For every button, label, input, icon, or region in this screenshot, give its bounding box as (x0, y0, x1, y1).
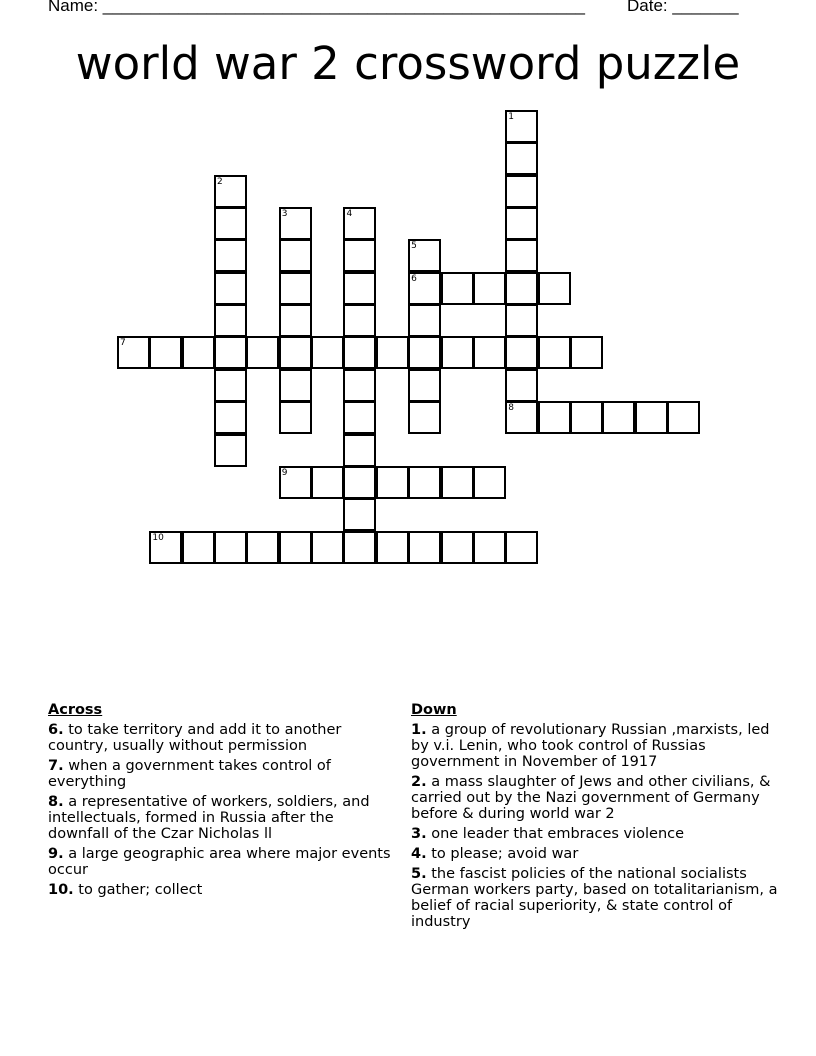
grid-cell[interactable] (441, 272, 474, 305)
across-clue (48, 846, 393, 878)
grid-cell[interactable] (279, 531, 312, 564)
clue-text: one leader that embraces violence (426, 826, 685, 842)
clue-text: a group of revolutionary Russian ,marxists, led by v.i. Lenin, who took control of Russias government in November of 1917 (411, 722, 770, 770)
grid-cell[interactable] (343, 401, 376, 434)
grid-cell[interactable] (408, 531, 441, 564)
grid-cell[interactable] (538, 336, 571, 369)
across-clue-list (48, 722, 393, 898)
grid-cell[interactable] (602, 401, 635, 434)
clue-number: 6. (48, 722, 64, 738)
clue-text: when a government takes control of everything (48, 758, 331, 790)
grid-cell[interactable] (149, 336, 182, 369)
grid-cell[interactable] (214, 304, 247, 337)
down-clue (411, 722, 781, 770)
clue-text: to please; avoid war (426, 846, 579, 862)
grid-cell[interactable] (473, 466, 506, 499)
grid-cell[interactable] (441, 466, 474, 499)
down-clue (411, 866, 781, 930)
grid-cell[interactable] (473, 272, 506, 305)
down-clue (411, 846, 781, 862)
grid-cell[interactable] (117, 336, 150, 369)
grid-cell[interactable] (505, 304, 538, 337)
clue-number: 3 (281, 209, 288, 220)
clue-number: 2. (411, 774, 427, 790)
grid-cell[interactable] (279, 207, 312, 240)
grid-cell[interactable] (279, 272, 312, 305)
grid-cell[interactable] (376, 531, 409, 564)
clue-number: 3. (411, 826, 427, 842)
grid-cell[interactable] (311, 336, 344, 369)
down-clue (411, 826, 781, 842)
grid-cell[interactable] (505, 272, 538, 305)
grid-cell[interactable] (505, 369, 538, 402)
grid-cell[interactable] (279, 336, 312, 369)
grid-cell[interactable] (214, 272, 247, 305)
clue-number: 8. (48, 794, 64, 810)
grid-cell[interactable] (538, 401, 571, 434)
grid-cell[interactable] (214, 336, 247, 369)
clue-number: 9. (48, 846, 64, 862)
grid-cell[interactable] (279, 304, 312, 337)
clue-number: 7. (48, 758, 64, 774)
grid-cell[interactable] (635, 401, 668, 434)
grid-cell[interactable] (343, 207, 376, 240)
grid-cell[interactable] (408, 272, 441, 305)
across-clue (48, 722, 393, 754)
grid-cell[interactable] (505, 401, 538, 434)
grid-cell[interactable] (408, 336, 441, 369)
grid-cell[interactable] (505, 239, 538, 272)
page-title: world war 2 crossword puzzle (75, 37, 741, 90)
grid-cell[interactable] (505, 207, 538, 240)
grid-cell[interactable] (408, 466, 441, 499)
down-clue (411, 774, 781, 822)
grid-cell[interactable] (246, 531, 279, 564)
grid-cell[interactable] (505, 336, 538, 369)
grid-cell[interactable] (505, 531, 538, 564)
clue-number: 9 (281, 467, 288, 478)
clue-number: 10 (152, 532, 164, 543)
grid-cell[interactable] (246, 336, 279, 369)
grid-cell[interactable] (343, 466, 376, 499)
grid-cell[interactable] (214, 531, 247, 564)
grid-cell[interactable] (214, 207, 247, 240)
grid-cell[interactable] (538, 272, 571, 305)
clue-text: a representative of workers, soldiers, and intellectuals, formed in Russia after the downfall of the Czar Nicholas ll (48, 794, 370, 842)
grid-cell[interactable] (279, 239, 312, 272)
grid-cell[interactable] (505, 175, 538, 208)
grid-cell[interactable] (408, 401, 441, 434)
grid-cell[interactable] (441, 336, 474, 369)
grid-cell[interactable] (408, 304, 441, 337)
clue-number: 8 (508, 403, 514, 414)
across-clue (48, 758, 393, 790)
grid-cell[interactable] (473, 336, 506, 369)
clue-number: 7 (120, 338, 126, 349)
grid-cell[interactable] (505, 110, 538, 143)
clue-number: 6 (411, 273, 417, 284)
clue-text: to gather; collect (73, 882, 203, 898)
grid-cell[interactable] (667, 401, 700, 434)
grid-cell[interactable] (343, 239, 376, 272)
grid-cell[interactable] (408, 369, 441, 402)
across-heading: Across (48, 702, 103, 718)
clue-text: a large geographic area where major events occur (48, 846, 391, 878)
grid-cell[interactable] (343, 272, 376, 305)
grid-cell[interactable] (214, 369, 247, 402)
grid-cell[interactable] (343, 434, 376, 467)
clue-number: 2 (217, 176, 223, 187)
grid-cell[interactable] (279, 401, 312, 434)
grid-cell[interactable] (214, 239, 247, 272)
grid-cell[interactable] (343, 336, 376, 369)
grid-cell[interactable] (408, 239, 441, 272)
grid-cell[interactable] (279, 369, 312, 402)
grid-cell[interactable] (376, 466, 409, 499)
clue-number: 1. (411, 722, 427, 738)
clue-number: 10. (48, 882, 74, 898)
clue-number: 4. (411, 846, 427, 862)
grid-cell[interactable] (182, 531, 215, 564)
clue-number: 5. (411, 866, 427, 882)
across-clue (48, 794, 393, 842)
grid-cell[interactable] (343, 304, 376, 337)
grid-cell[interactable] (343, 498, 376, 531)
clue-text: the fascist policies of the national socialists German workers party, based on totalitarianism, a belief of racial superiority, & state control of industry (411, 866, 778, 930)
grid-cell[interactable] (441, 531, 474, 564)
down-clues (411, 702, 781, 934)
across-clue (48, 882, 393, 898)
clue-number: 4 (346, 209, 353, 220)
clue-text: a mass slaughter of Jews and other civilians, & carried out by the Nazi government of Germany before & during world war 2 (411, 774, 771, 822)
grid-cell[interactable] (279, 466, 312, 499)
down-heading: Down (411, 702, 457, 718)
clue-number: 5 (411, 241, 417, 252)
clue-text: to take territory and add it to another country, usually without permission (48, 722, 342, 754)
grid-cell[interactable] (376, 336, 409, 369)
grid-cell[interactable] (149, 531, 182, 564)
name-field-label: Name: ___________________________________________________ (48, 0, 585, 15)
grid-cell[interactable] (570, 336, 603, 369)
grid-cell[interactable] (311, 466, 344, 499)
grid-cell[interactable] (214, 434, 247, 467)
grid-cell[interactable] (182, 336, 215, 369)
grid-cell[interactable] (311, 531, 344, 564)
grid-cell[interactable] (505, 142, 538, 175)
date-field-label: Date: _______ (627, 0, 739, 15)
grid-cell[interactable] (214, 175, 247, 208)
grid-cell[interactable] (343, 531, 376, 564)
clue-number: 1 (508, 112, 514, 122)
across-clues (48, 702, 393, 902)
down-clue-list (411, 722, 781, 930)
grid-cell[interactable] (570, 401, 603, 434)
grid-cell[interactable] (214, 401, 247, 434)
grid-cell[interactable] (473, 531, 506, 564)
grid-cell[interactable] (343, 369, 376, 402)
